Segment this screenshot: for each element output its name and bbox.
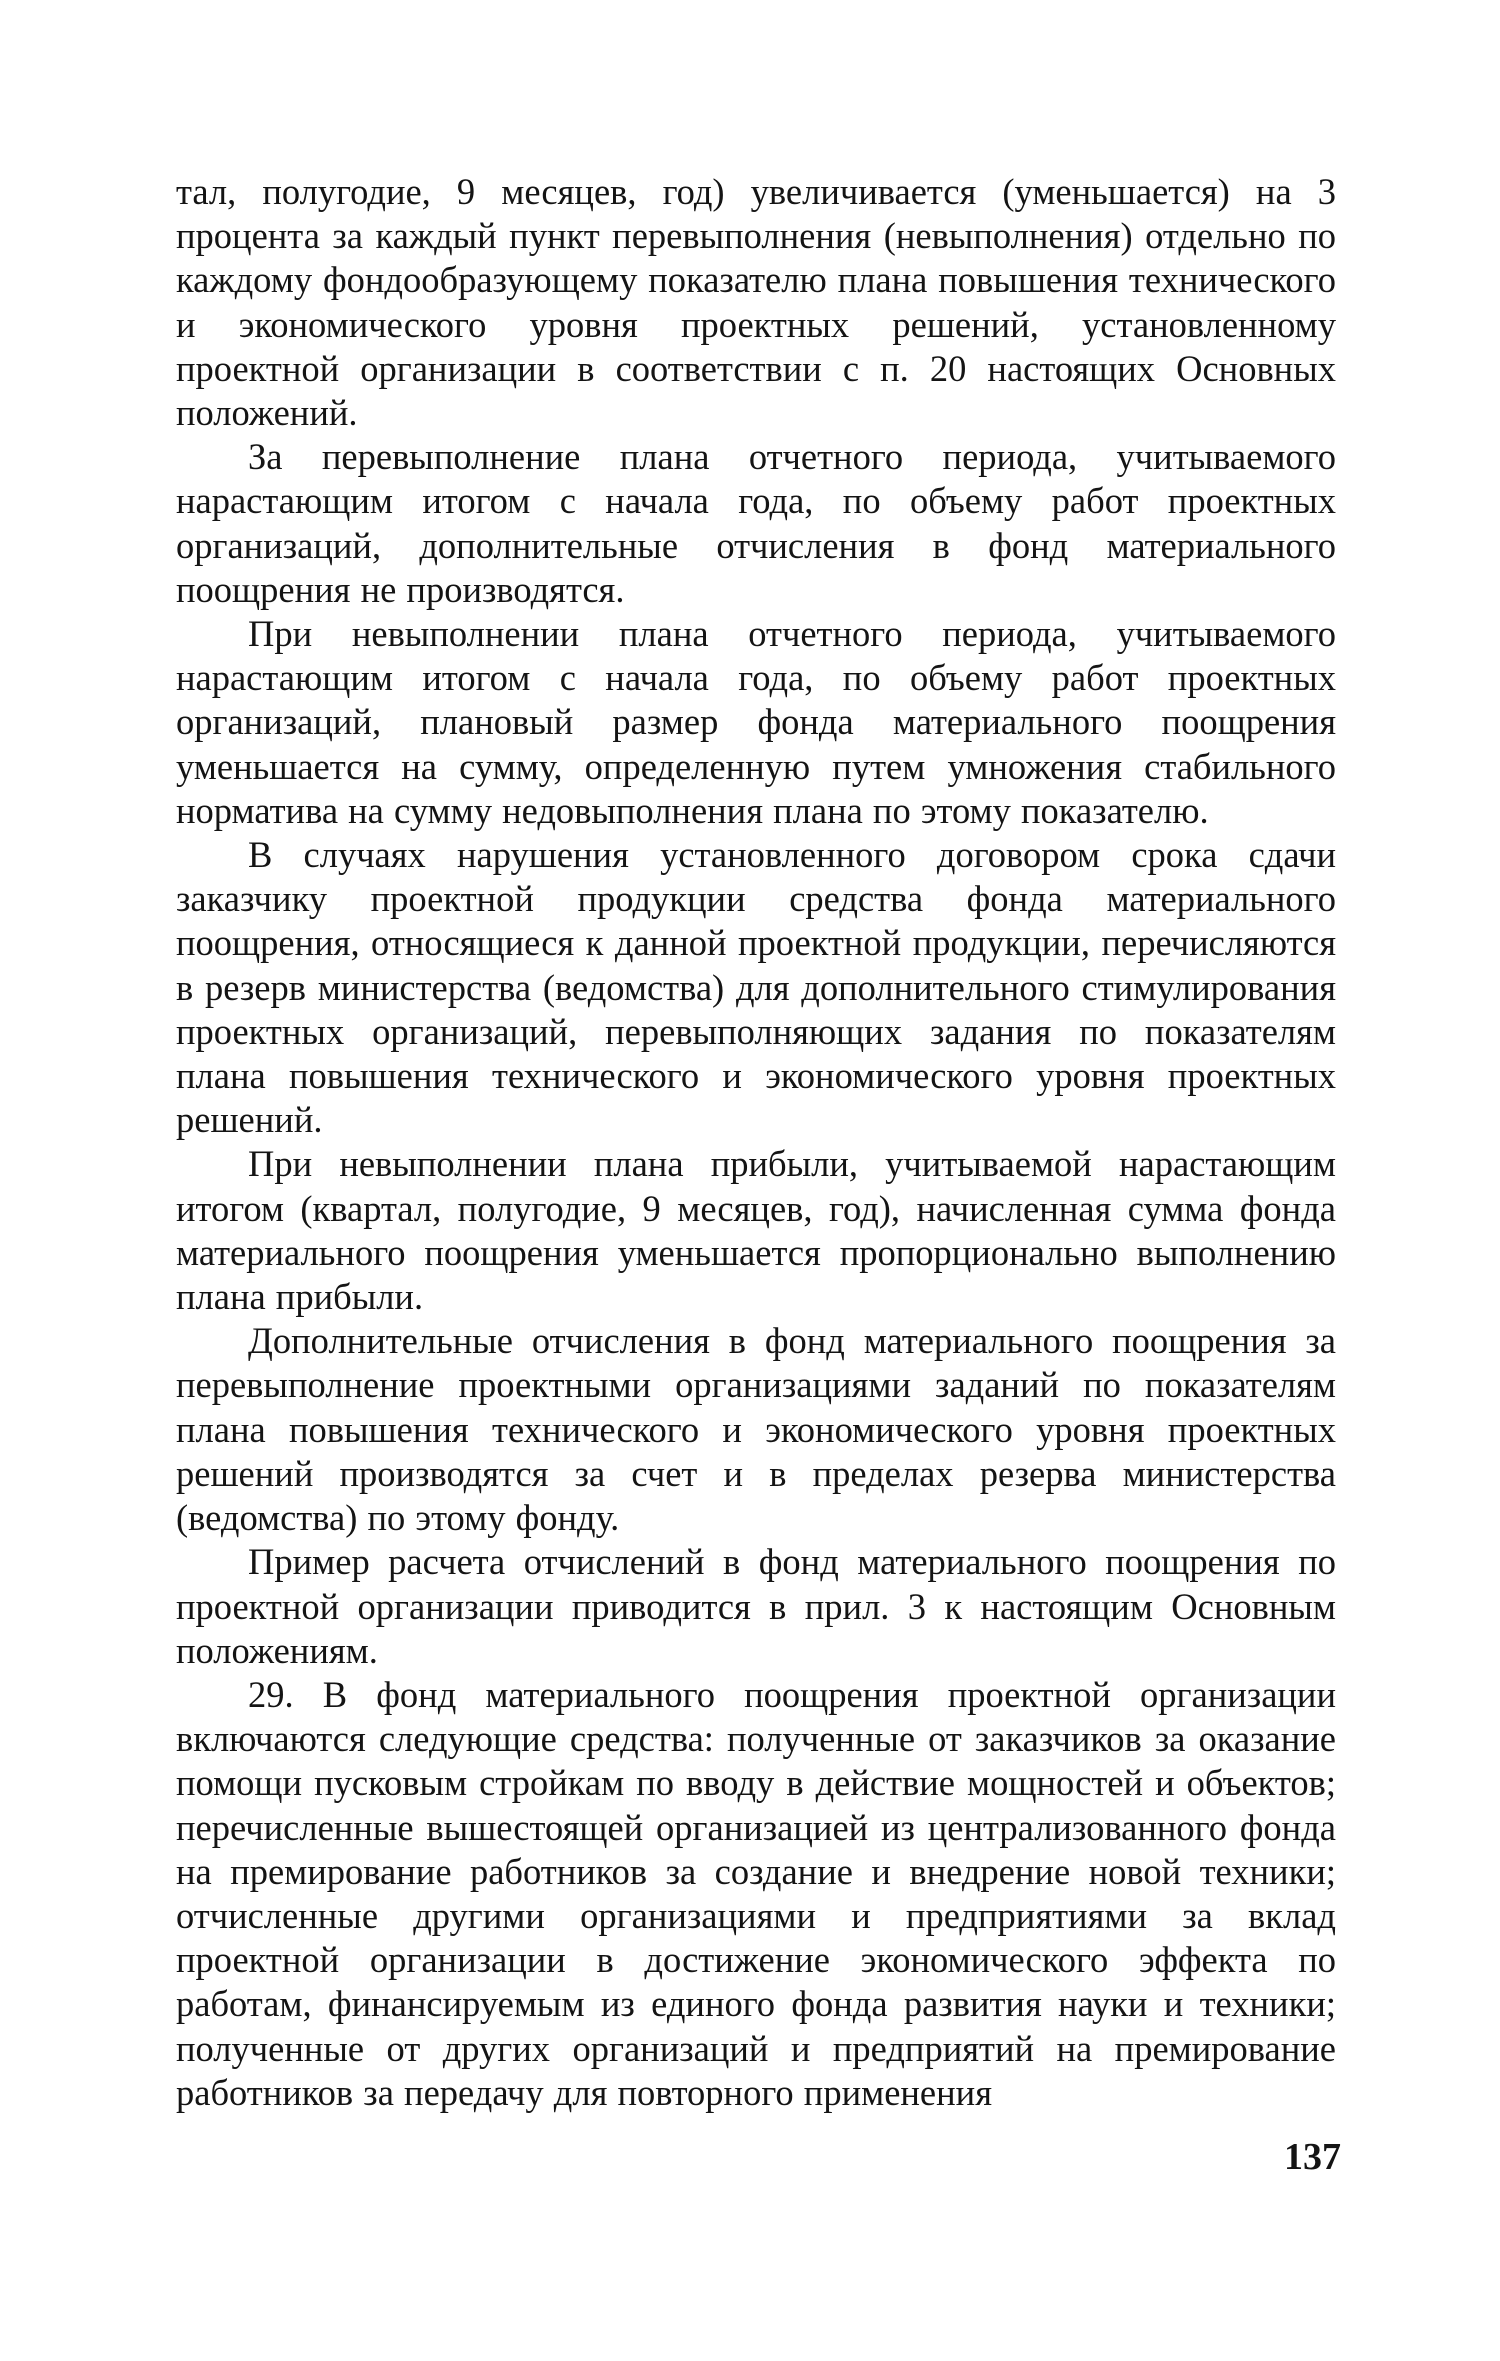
paragraph-item-29: 29. В фонд материального поощрения проектной организации включаются следующие средства: полученные от заказчиков за оказание помощи пусковым стройкам по вводу в действие мощностей и объектов; перечисленные вышестоящей организацией из централизованного фонда на премирование работников за создание и внедрение новой техники; отчисленные другими организациями и предприятиями за вклад проектной организации в достижение экономического эффекта по работам, финансируемым из единого фонда развития науки и техники; полученные от других организаций и предприятий на премирование работников за передачу для повторного применения	[176, 1673, 1336, 2113]
paragraph-nonfulfillment-volume: При невыполнении плана отчетного периода, учитываемого нарастающим итогом с начала года, по объему работ проектных организаций, плановый размер фонда материального поощрения уменьшается на сумму, определенную путем умножения стабильного норматива на сумму недовыполнения плана по этому показателю.	[176, 613, 1336, 831]
paragraph-continuation: тал, полугодие, 9 месяцев, год) увеличивается (уменьшается) на 3 процента за каждый пункт перевыполнения (невыполнения) отдельно по каждому фондообразующему показателю плана повышения технического и экономического уровня проектных решений, установленному проектной организации в соответствии с п. 20 настоящих Основных положений.	[176, 171, 1336, 434]
paragraph-additional-deductions: Дополнительные отчисления в фонд материального поощрения за перевыполнение проектными организациями заданий по показателям плана повышения технического и экономического уровня проектных решений производятся за счет и в пределах резерва министерства (ведомства) по этому фонду.	[176, 1320, 1336, 1539]
body-text	[176, 170, 1336, 2115]
paragraph-calculation-example: Пример расчета отчислений в фонд материального поощрения по проектной организации приводится в прил. 3 к настоящим Основным положениям.	[176, 1541, 1336, 1671]
paragraph-overfulfillment-volume: За перевыполнение плана отчетного периода, учитываемого нарастающим итогом с начала года, по объему работ проектных организаций, дополнительные отчисления в фонд материального поощрения не производятся.	[176, 436, 1336, 610]
paragraph-profit-plan: При невыполнении плана прибыли, учитываемой нарастающим итогом (квартал, полугодие, 9 месяцев, год), начисленная сумма фонда материального поощрения уменьшается пропорционально выполнению плана прибыли.	[176, 1143, 1336, 1318]
page-number: 137	[1284, 2136, 1341, 2178]
paragraph-deadline-violation: В случаях нарушения установленного договором срока сдачи заказчику проектной продукции средства фонда материального поощрения, относящиеся к данной проектной продукции, перечисляются в резерв министерства (ведомства) для дополнительного стимулирования проектных организаций, перевыполняющих задания по показателям плана повышения технического и экономического уровня проектных решений.	[176, 834, 1336, 1141]
